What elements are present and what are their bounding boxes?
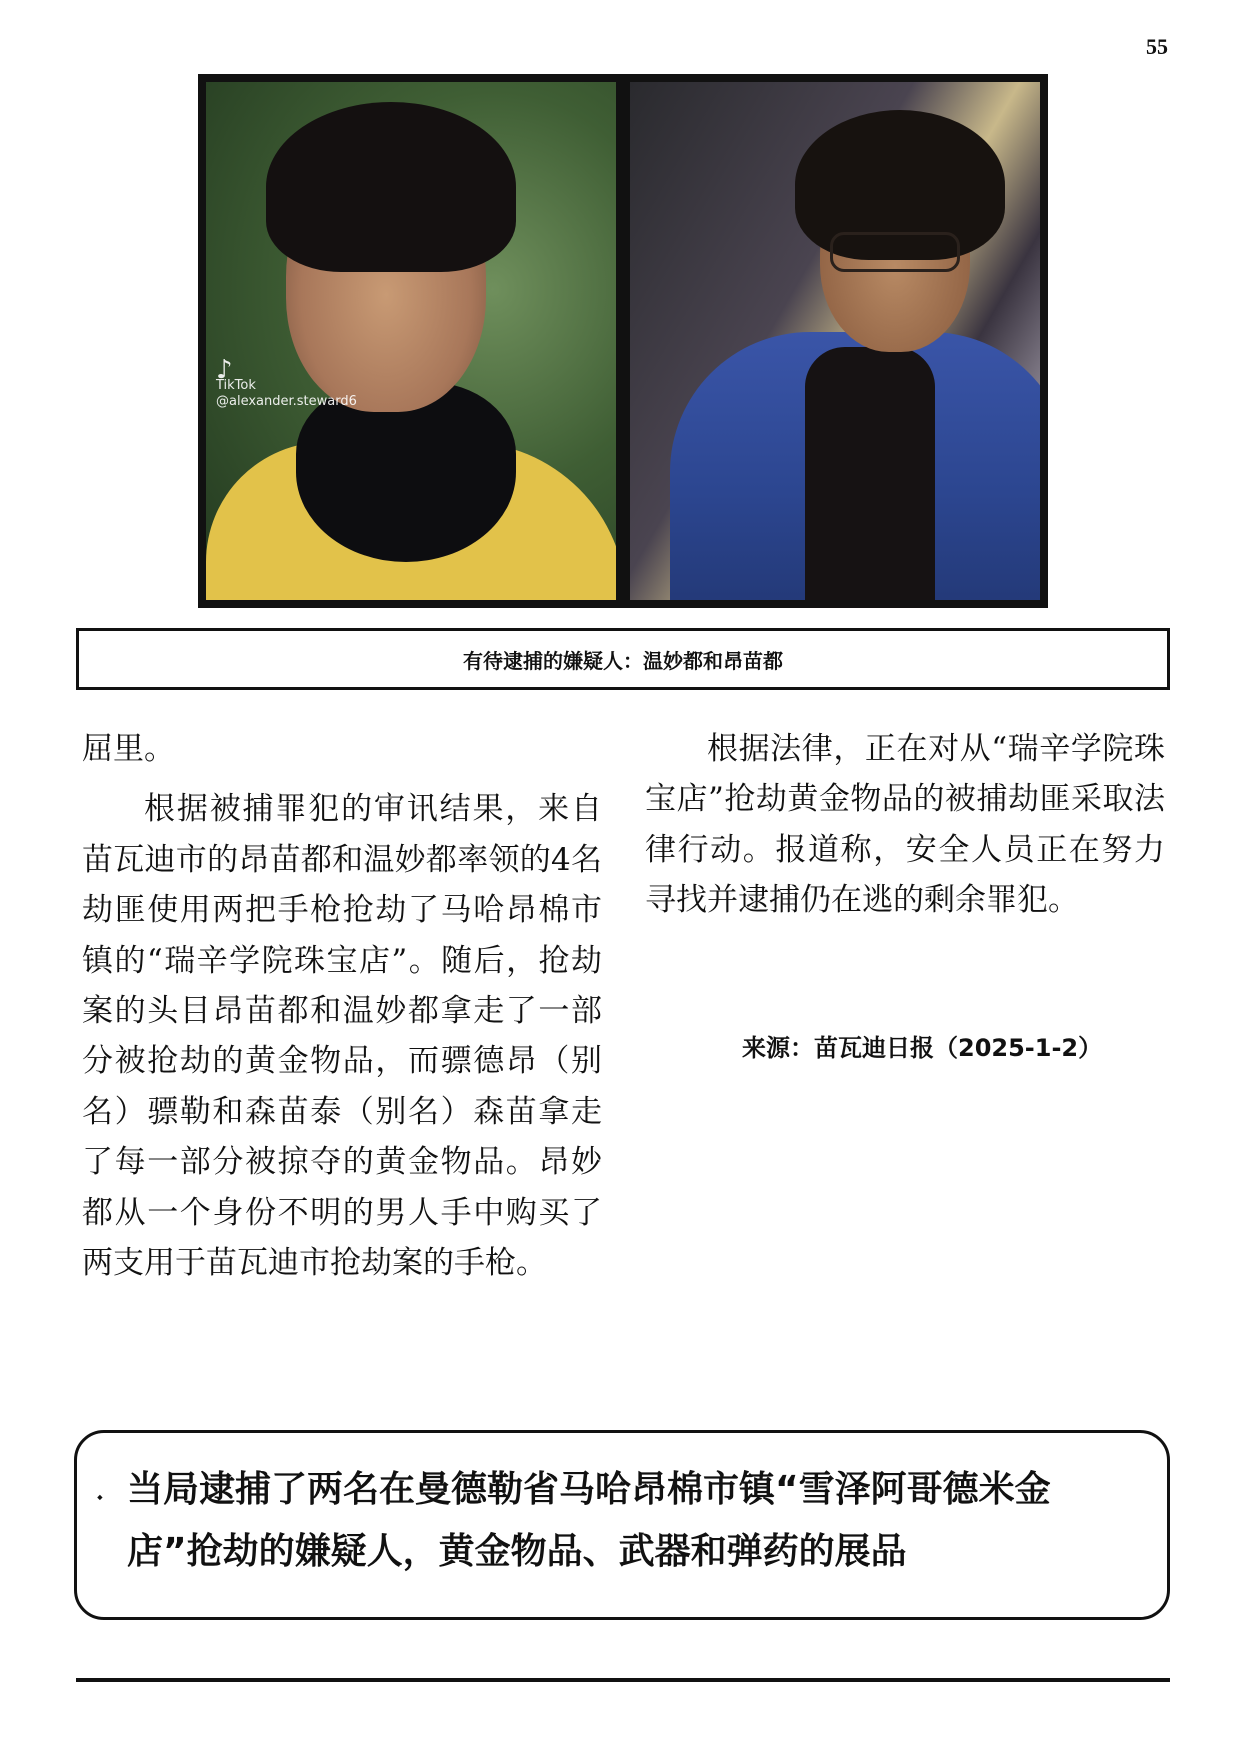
- dark-shirt-shape: [805, 347, 935, 600]
- watermark-brand: TikTok: [216, 378, 256, 393]
- photo-caption: 有待逮捕的嫌疑人：温妙都和昂苗都: [76, 628, 1170, 690]
- suspect-photo-right: [630, 82, 1040, 600]
- paragraph: 根据法律，正在对从“瑞辛学院珠宝店”抢劫黄金物品的被捕劫匪采取法律行动。报道称，安全人员正在努力寻找并逮捕仍在逃的剩余罪犯。: [645, 731, 1165, 919]
- tiktok-note-icon: ♪: [216, 355, 233, 385]
- page-number: 55: [1146, 34, 1168, 59]
- suspect-photo-left: [206, 82, 616, 600]
- paragraph: 屈里。: [82, 731, 175, 767]
- suspect-photos: [198, 74, 1048, 608]
- watermark-handle: @alexander.steward6: [216, 394, 357, 409]
- paragraph: 根据被捕罪犯的审讯结果，来自苗瓦迪市的昂苗都和温妙都率领的4名劫匪使用两把手枪抢劫了马哈昂棉市镇的“瑞辛学院珠宝店”。随后，抢劫案的头目昂苗都和温妙都拿走了一部分被抢劫的黄金物品，而骠德昂（别名）骠勒和森苗泰（别名）森苗拿走了每一部分被掠夺的黄金物品。昂妙都从一个身份不明的男人手中购买了两支用于苗瓦迪市抢劫案的手枪。: [82, 791, 602, 1282]
- footer-divider: [76, 1678, 1170, 1682]
- headline-text: 当局逮捕了两名在曼德勒省马哈昂棉市镇“雪泽阿哥德米金店”抢劫的嫌疑人，黄金物品、武器和弹药的展品: [127, 1469, 1051, 1572]
- headline-box: [74, 1430, 1170, 1620]
- left-column: [82, 724, 602, 1298]
- tiktok-watermark: [216, 355, 357, 410]
- bullet-icon: ⬩: [97, 1487, 103, 1506]
- source-credit: 来源：苗瓦迪日报（2025-1-2）: [742, 1034, 1103, 1062]
- glasses-shape: [830, 232, 960, 272]
- right-column: [645, 724, 1165, 936]
- hair-shape: [266, 102, 516, 272]
